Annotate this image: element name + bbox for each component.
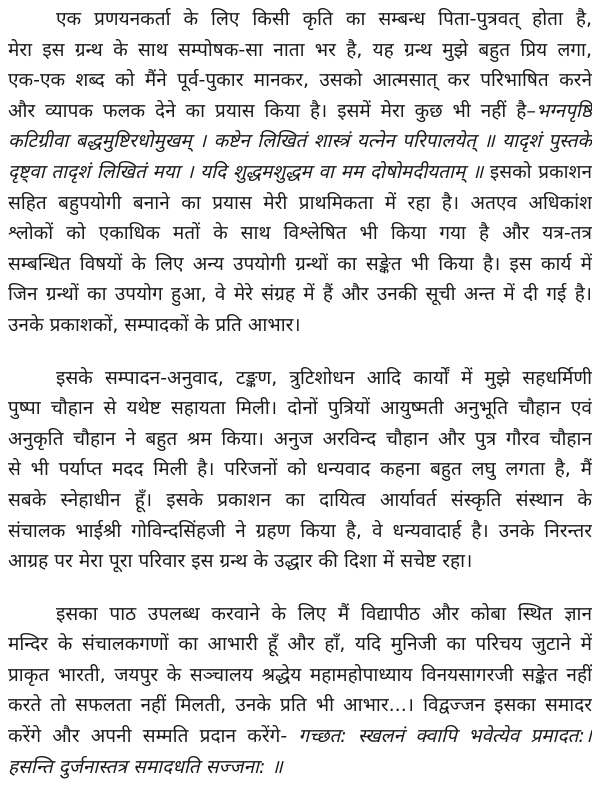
text-line [8, 249, 592, 280]
sanskrit-verse-text: गच्छत: स्खलनं क्वापि भवेत्येव प्रमादत:। [298, 725, 592, 748]
body-text: इसके सम्पादन-अनुवाद, टङ्कण, त्रुटिशोधन आदि कार्यों में मुझे सहधर्मिणी [56, 366, 592, 389]
body-text: आग्रह पर मेरा पूरा परिवार इस ग्रन्थ के उद्धार की दिशा में सचेष्ट रहा। [8, 550, 473, 573]
sanskrit-verse-text: कटिग्रीवा बद्धमुष्टिरधोमुखम् । कष्टेन लिखितं शास्त्रं यत्नेन परिपालयेत् ॥ यादृशं पुस्तके [8, 130, 592, 153]
body-text: उनके प्रकाशकों, सम्पादकों के प्रति आभार। [8, 313, 301, 336]
body-text: इसका पाठ उपलब्ध करवाने के लिए मैं विद्यापीठ और कोबा स्थित ज्ञान [56, 602, 592, 625]
body-text: करेंगे और अपनी सम्मति प्रदान करेंगे- [8, 725, 299, 748]
text-line [8, 96, 592, 127]
text-line [8, 424, 592, 455]
body-text: और व्यापक फलक देने का प्रयास किया है। इसमें मेरा कुछ भी नहीं है– [8, 99, 536, 122]
body-text: अनुकृति चौहान ने बहुत श्रम किया। अनुज अरविन्द चौहान और पुत्र गौरव चौहान [8, 427, 592, 450]
text-line [8, 363, 592, 394]
paragraph-preface-intro [8, 4, 592, 341]
body-text: पुष्पा चौहान से यथेष्ट सहायता मिली। दोनों पुत्रियों आयुष्मती अनुभूति चौहान एवं [8, 397, 592, 420]
text-line [8, 454, 592, 485]
text-line [8, 752, 592, 783]
body-text: संचालक भाईश्री गोविन्दसिंहजी ने ग्रहण किया है, वे धन्यवादार्ह है। उनके निरन्तर [8, 519, 592, 542]
text-line [8, 690, 592, 721]
body-text: मेरा इस ग्रन्थ के साथ सम्पोषक-सा नाता भर है, यह ग्रन्थ मुझे बहुत प्रिय लगा, [8, 38, 592, 61]
text-line [8, 721, 592, 752]
text-line [8, 629, 592, 660]
document-page [8, 4, 592, 782]
text-line [8, 660, 592, 691]
body-text: सबके स्नेहाधीन हूँ। इसके प्रकाशन का दायित्व आर्यावर्त संस्कृति संस्थान के [8, 488, 592, 511]
text-line [8, 546, 592, 577]
paragraph-acknowledgements-family [8, 363, 592, 577]
text-line [8, 310, 592, 341]
text-line [8, 485, 592, 516]
body-text: एक प्रणयनकर्ता के लिए किसी कृति का सम्बन्ध पिता-पुत्रवत् होता है, [56, 8, 592, 30]
text-line [8, 218, 592, 249]
body-text: करते तो सफलता नहीं मिलती, उनके प्रति भी आभार...। विद्वज्जन इसका समादर [8, 694, 592, 717]
body-text: प्राकृत भारती, जयपुर के सञ्चालय श्रद्धेय महामहोपाध्याय विनयसागरजी सङ्केत नहीं [8, 663, 592, 686]
text-line [8, 188, 592, 219]
body-text: इसको प्रकाशन [483, 160, 592, 183]
body-text: से भी पर्याप्त मदद मिली है। परिजनों को धन्यवाद कहना बहुत लघु लगता है, मैं [8, 458, 592, 481]
text-line [8, 279, 592, 310]
text-line [8, 516, 592, 547]
body-text: सहित बहुपयोगी बनाने का प्रयास मेरी प्राथमिकता में रहा है। अतएव अधिकांश [8, 191, 592, 214]
text-line [8, 4, 592, 35]
body-text: सम्बन्धित विषयों के लिए अन्य उपयोगी ग्रन्थों का सङ्केत भी किया है। इस कार्य में [8, 252, 592, 275]
body-text: श्लोकों को एकाधिक मतों के साथ विश्लेषित भी किया गया है और यत्र-तत्र [8, 222, 592, 245]
text-line [8, 65, 592, 96]
body-text: एक-एक शब्द को मैंने पूर्व-पुकार मानकर, उसको आत्मसात् कर परिभाषित करने [8, 69, 592, 92]
sanskrit-verse-text: हसन्ति दुर्जनास्तत्र समादधति सज्जना: ॥ [8, 755, 283, 778]
body-text: मन्दिर के संचालकगणों का आभारी हूँ और हाँ, यदि मुनिजी का परिचय जुटाने में [8, 633, 592, 656]
paragraph-acknowledgements-institutions [8, 599, 592, 783]
sanskrit-verse-text: भग्नपृष्ठि [535, 99, 592, 122]
text-line [8, 157, 592, 188]
text-line [8, 599, 592, 630]
body-text: जिन ग्रन्थों का उपयोग हुआ, वे मेरे संग्रह में हैं और उनकी सूची अन्त में दी गई है। [8, 283, 592, 306]
text-line [8, 126, 592, 157]
text-line [8, 393, 592, 424]
text-line [8, 35, 592, 66]
sanskrit-verse-text: दृष्ट्वा तादृशं लिखितं मया । यदि शुद्धमशुद्धम वा मम दोषोमदीयताम् ॥ [8, 160, 484, 183]
